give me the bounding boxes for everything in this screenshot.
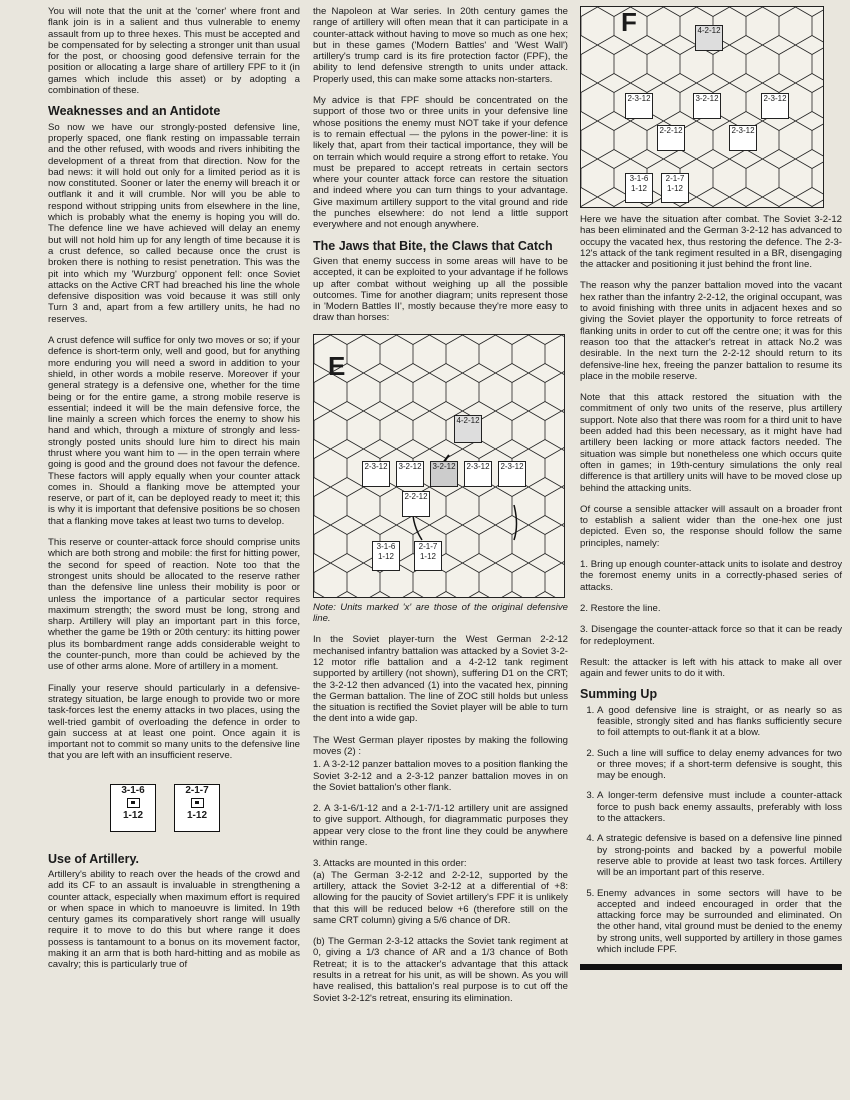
- paragraph: Artillery's ability to reach over the heads of the crowd and add its CF to an assault is invaluable in strengthening a counter attack, especially when maximum effort is required or when space in which to manoeuvre is limited. In 19th century games its comparatively short range will usually require it to move to do this but where range it does possess is tantamount to a bonus on its movement factor, making it an arm that is both hard-hitting and as mobile as cavalry; this is particularly true of: [48, 869, 300, 971]
- paragraph: This reserve or counter-attack force should comprise units which are both strong and mobile: the first for hitting power, the second for speed of reaction. Note too that the strongest units should be allocated to the reserve rather than the defensive line unless their mobility is poor or unless the importance of a particular sector requires maximum strength; the sword must be long, strong and sharp. Artillery will play an important part in this force, whether the game be 19th or 20th century: its hitting power plus its bombardment range adds considerable weight to the counter-punch, more than could be achieved by the use of other arms alone. More of artillery in a moment.: [48, 537, 300, 673]
- counter-range: 1-12: [186, 810, 207, 821]
- numbered-item: 1. Bring up enough counter-attack units to isolate and destroy the foremost enemy units in a correctly-phased series of attacks.: [580, 559, 842, 593]
- numbered-item: 3. Disengage the counter-attack force so that it can be ready for redeployment.: [580, 624, 842, 647]
- end-rule: [580, 964, 842, 970]
- artillery-counter-2-1-7: [174, 784, 220, 832]
- unit-counter: 3-2-12: [396, 461, 424, 487]
- summary-item: 3. A longer-term defensive must include a counter-attack force to push back enemy assaults, preferably with loss to the attackers.: [597, 790, 842, 824]
- paragraph: Result: the attacker is left with his attack to make all over again and fewer units to do it with.: [580, 656, 842, 680]
- paragraph: (b) The German 2-3-12 attacks the Soviet tank regiment at 0, giving a 1/3 chance of AR and a 1/3 chance of Both Retreat; it is to the attacker's advantage that this attack results in a retreat for his unit, as will be shown. As you will have realised, this battalion's real purpose is to cut off the Soviet 3-2-12's retreat, ensuring its elimination.: [313, 936, 568, 1004]
- paragraph: the Napoleon at War series. In 20th century games the range of artillery will often mean that it can participate in a counter-attack without having to move so much as one hex; but in these games ('Modern Battles' and 'West Wall') artillery's trump card is its fire protection factor (FPF), the ability to lend defensive strength to units under attack. Properly used, this can make some attacks non-starters.: [313, 6, 568, 85]
- section-heading-jaws: The Jaws that Bite, the Claws that Catch: [313, 238, 553, 253]
- unit-counter: 3-2-12: [430, 461, 458, 487]
- artillery-counter-3-1-6: [110, 784, 156, 832]
- paragraph: Finally your reserve should particularly in a defensive-strategy situation, be large enough to provide two or more task-forces lest the enemy attacks in two places, using the well-tried gambit of overloading the defence in order to gain success at at least one point. Once again it is important not to commit so many units to the defensive line that you are left with an insufficient reserve.: [48, 682, 300, 762]
- column-right: [580, 6, 842, 970]
- artillery-symbol-icon: [127, 798, 140, 808]
- artillery-counter: 3-1-6 1-12: [625, 173, 653, 203]
- artillery-counter: 3-1-6 1-12: [372, 541, 400, 571]
- unit-counter: 2-3-12: [362, 461, 390, 487]
- unit-counter: 2-3-12: [464, 461, 492, 487]
- unit-counter: 2-3-12: [761, 93, 789, 119]
- counter-range: 1-12: [122, 810, 143, 821]
- unit-counter: 2-3-12: [498, 461, 526, 487]
- paragraph: 2. A 3-1-6/1-12 and a 2-1-7/1-12 artillery unit are assigned to give support. Although, for diagrammatic purposes they appear very close to the front line they could be anywhere within range.: [313, 803, 568, 849]
- hex-map-diagram-f: [580, 6, 824, 208]
- artillery-counter: 2-1-7 1-12: [414, 541, 442, 571]
- artillery-counters-figure: [48, 772, 300, 844]
- unit-counter: 4-2-12: [454, 415, 482, 443]
- diagram-note: Note: Units marked 'x' are those of the original defensive line.: [313, 601, 568, 625]
- column-left: [48, 6, 300, 981]
- paragraph: Of course a sensible attacker will assault on a broader front to establish a salient wider than the one-hex one just depicted. Even so, the response should follow the same principles, namely:: [580, 503, 842, 549]
- paragraph: My advice is that FPF should be concentrated on the support of those two or three units in your defensive line whose positions the enemy must NOT take if your defence is to remain effectual — the pylons in the power-line: it is likely that, apart from their tactical importance, they will be on terrain which would require a strong effort to retake. You must be prepared to accept retreats in certain sectors where your counter attack force can restore the situation and indeed where you can turn things to your advantage. Give maximum artillery support to the vital ground and ride the punches elsewhere: do not lend a little support everywhere and not enough anywhere.: [313, 95, 568, 231]
- unit-counter: 2-3-12: [729, 125, 757, 151]
- counter-strength: 2-1-7: [185, 784, 209, 796]
- summary-item: 2. Such a line will suffice to delay enemy advances for two or three moves; if a short-term defensive is sought, this may be enough.: [597, 748, 842, 782]
- paragraph: 1. A 3-2-12 panzer battalion moves to a position flanking the Soviet 3-2-12 and a 2-3-12 panzer battalion moves in on the Soviet battalion's other flank.: [313, 759, 568, 793]
- paragraph: The reason why the panzer battalion moved into the vacant hex rather than the infantry 2-2-12, the original occupant, was to avoid finishing with three units in adjacent hexes and so giving the Soviet player the opportunity to force retreats of flanking units in order to cut off the centre one; it was for this reason too that the attacker's retreat in attack No.2 was desirable. In the next turn the 2-2-12 should return to its defensive-line hex, freeing the panzer battalion to resume its place in the mobile reserve.: [580, 280, 842, 382]
- paragraph: 3. Attacks are mounted in this order: (a) The German 3-2-12 and 2-2-12, supported by the artillery, attack the Soviet 3-2-12 at a differential of +8: allowing for the paucity of Soviet artillery's FPF it is unlikely that this will be reduced below +6 (therefore still on the same CRT column) giving a 5/6 chance of DR.: [313, 858, 568, 926]
- hex-map-diagram-e: [313, 334, 565, 598]
- section-heading-summing-up: Summing Up: [580, 687, 658, 702]
- diagram-label-e: E: [328, 350, 346, 381]
- section-heading-weaknesses: Weaknesses and an Antidote: [48, 104, 221, 119]
- paragraph: So now we have our strongly-posted defensive line, properly spaced, one flank resting on impassable terrain and the other refused, with woods and rivers inhibiting the development of a threat from that direction. Now for the bad news: it will hold out only for a limited period as it is now constituted. Sooner or later the enemy will breach it or outflank it and it will crumble. Nor will you be able to respond without stripping units from elsewhere in the line, which is probably what the enemy is hoping you will do. The defence line we have achieved will delay an enemy but will not hold him up for any length of time because it is a crust defence, so called because once the crust is broken there is nothing to resist penetration. This was the pit into which my 'Wurzburg' opponent fell: once Soviet attacks on the Active CRT had breached his line the whole defensive disposition was void because it was still only Turn 3 and, apart from a few artillery units, he had no reserves.: [48, 121, 300, 325]
- unit-counter: 2-2-12: [657, 125, 685, 151]
- unit-counter: 2-2-12: [402, 491, 430, 517]
- summary-list: [580, 705, 842, 956]
- paragraph: You will note that the unit at the 'corner' where front and flank join is in a salient and thus vulnerable to enemy assault from up to three hexes. This must be accepted and be compensated for by selecting a stronger unit than usual for the post, or choosing good defensive terrain for the position or allocating a large share of artillery FPF to it (in games which include this asset) or by adopting a combination of these.: [48, 6, 300, 97]
- paragraph: Here we have the situation after combat. The Soviet 3-2-12 has been eliminated and the German 3-2-12 has advanced to occupy the vacated hex, thus restoring the defence. The 2-3-12's attack of the tank regiment resulted in a BR, disengaging the attacker and positioning it just behind the front line.: [580, 214, 842, 271]
- column-middle: [313, 6, 568, 1014]
- unit-counter: 2-3-12: [625, 93, 653, 119]
- diagram-label-f: F: [621, 7, 637, 37]
- paragraph: Given that enemy success in some areas will have to be accepted, it can be exploited to your advantage if he follows up after combat without weighing up all the possible outcomes. Time for another diagram; units represent those in 'Modern Battles II', mostly because they're more easy to draw than horses:: [313, 255, 568, 324]
- summary-item: 5. Enemy advances in some sectors will have to be accepted and indeed encouraged in order that the attacking force may be surrounded and eliminated. On the other hand, vital ground must be denied to the enemy by strong units, well supported by artillery in those games which include FPF.: [597, 888, 842, 956]
- paragraph: In the Soviet player-turn the West German 2-2-12 mechanised infantry battalion was attacked by a Soviet 3-2-12 motor rifle battalion and a 4-2-12 tank regiment supported by artillery (not shown), suffering D1 on the CRT; the 3-2-12 then advanced (1) into the vacated hex, pinning the German battalion. The line of ZOC still holds but unless the situation is rectified the Soviet player will be able to turn the dent into a wide gap.: [313, 634, 568, 725]
- paragraph: The West German player ripostes by making the following moves (2) :: [313, 734, 568, 757]
- artillery-counter: 2-1-7 1-12: [661, 173, 689, 203]
- paragraph: A crust defence will suffice for only two moves or so; if your defence is short-term only, well and good, but for anything more enduring you will need a sword in addition to your shield, in other words a mobile reserve. Moreover if your general strategy is a defensive one, whether for the time being or for the entire game, a strong mobile reserve is essential; indeed it will be the main defensive force, the line mainly a screen which forces the enemy to show his hand and which, through a mixture of strongly and less-strongly posted units should lure him to direct his main thrust where you want him to — in the open terrain where going is good and the ground does not favour the defence. These factors will apply equally when your counter attack comes in. Should a flanking move be attempted your reserve, or part of it, can be deployed ready to meet it; this is why it is important that defensive positions be so chosen that a flanking move takes at least two turns to develop.: [48, 335, 300, 527]
- summary-item: 4. A strategic defensive is based on a defensive line pinned by strong-points and backed by a powerful mobile reserve able to provide at least two task forces. Artillery will be an important part of this reserve.: [597, 833, 842, 878]
- unit-counter: 3-2-12: [693, 93, 721, 119]
- unit-counter: 4-2-12: [695, 25, 723, 51]
- section-heading-artillery: Use of Artillery.: [48, 851, 139, 866]
- summary-item: 1. A good defensive line is straight, or as nearly so as feasible, strongly sited and has flanks sufficiently secure to foil attempts to out-flank it at a blow.: [597, 705, 842, 739]
- counter-strength: 3-1-6: [121, 784, 145, 796]
- numbered-item: 2. Restore the line.: [580, 602, 661, 614]
- artillery-symbol-icon: [191, 798, 204, 808]
- paragraph: Note that this attack restored the situation with the commitment of only two units of the reserve, plus artillery support. Note also that there was room for a third unit to have been added had this been necessary, as it might have had artillery been lacking or more attack factors needed. The situation was simple but nonetheless one which occurs quite often in games; in 19th-century simulations the only real difference is that artillery units will have to be moved close up behind the attacking units.: [580, 392, 842, 494]
